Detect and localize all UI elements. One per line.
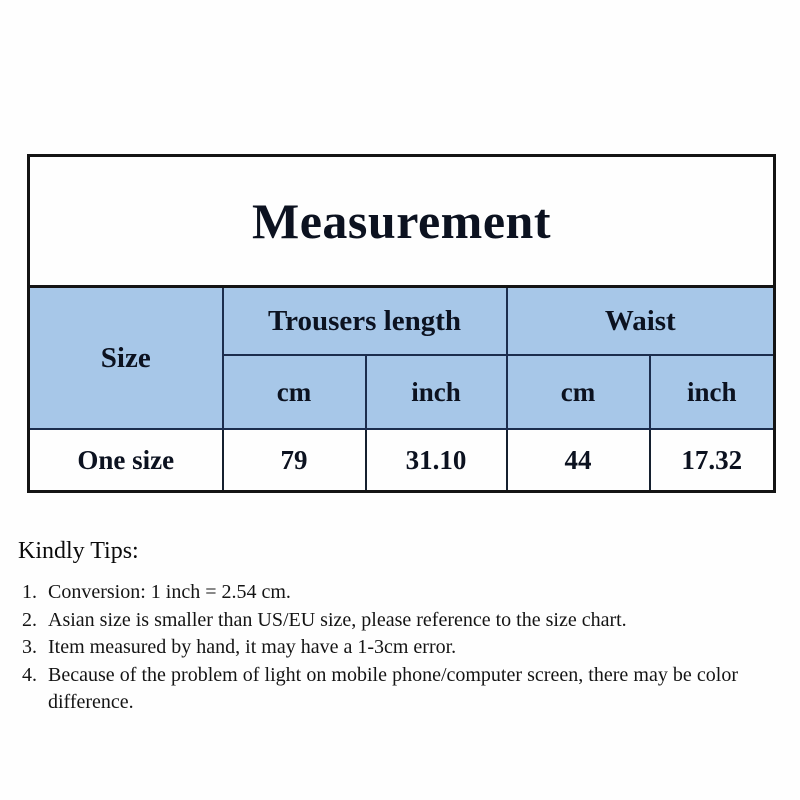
measurement-table xyxy=(27,154,776,493)
tip-number: 3. xyxy=(22,636,37,658)
column-group-trousers-length: Trousers length xyxy=(223,287,507,356)
kindly-tips-section xyxy=(18,538,768,717)
column-header-size: Size xyxy=(29,287,223,430)
cell-trousers-inch: 31.10 xyxy=(366,429,507,492)
table-row xyxy=(29,429,775,492)
tip-text: Item measured by hand, it may have a 1-3cm error. xyxy=(48,636,457,658)
tip-item-2 xyxy=(18,607,768,635)
tip-text: Conversion: 1 inch = 2.54 cm. xyxy=(48,581,291,603)
tip-number: 4. xyxy=(22,663,37,686)
tips-list xyxy=(18,579,768,717)
tips-heading: Kindly Tips: xyxy=(18,538,139,564)
tip-number: 1. xyxy=(22,581,37,603)
cell-trousers-cm: 79 xyxy=(223,429,366,492)
column-group-waist: Waist xyxy=(507,287,775,356)
unit-header-trousers-inch: inch xyxy=(366,355,507,429)
tip-item-1 xyxy=(18,579,768,607)
tip-item-4 xyxy=(18,662,768,717)
unit-header-waist-cm: cm xyxy=(507,355,650,429)
cell-waist-cm: 44 xyxy=(507,429,650,492)
tip-number: 2. xyxy=(22,608,37,631)
unit-header-trousers-cm: cm xyxy=(223,355,366,429)
tip-text: Asian size is smaller than US/EU size, please reference to the size chart. xyxy=(48,608,627,631)
cell-waist-inch: 17.32 xyxy=(650,429,775,492)
unit-header-waist-inch: inch xyxy=(650,355,775,429)
tip-text: Because of the problem of light on mobile phone/computer screen, there may be color difference. xyxy=(48,663,738,713)
cell-size-label: One size xyxy=(29,429,223,492)
tip-item-3 xyxy=(18,634,768,662)
table-title: Measurement xyxy=(29,156,775,287)
